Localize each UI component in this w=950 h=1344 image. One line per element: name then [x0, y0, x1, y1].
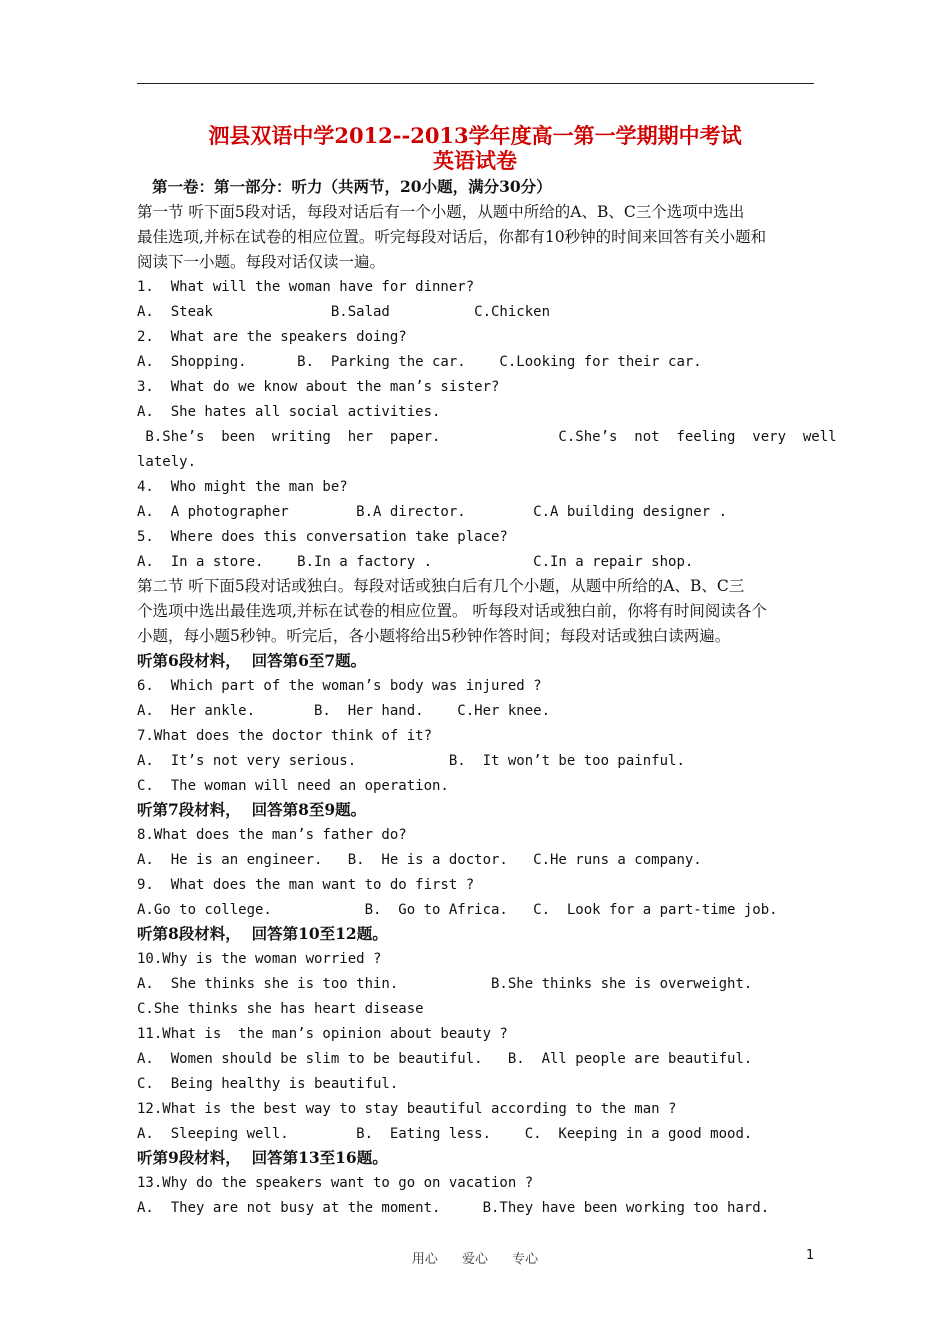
- part-heading: 第一卷：第一部分：听力（共两节，20小题，满分30分）: [152, 177, 552, 196]
- question-line: 9. What does the man want to do first ?: [137, 877, 475, 893]
- option-line: C.She thinks she has heart disease: [137, 1001, 424, 1017]
- question-line: 7.What does the doctor think of it?: [137, 728, 433, 744]
- section2-instruction-line2: 个选项中选出最佳选项,并标在试卷的相应位置。 听每段对话或独白前，你将有时间阅读各个: [137, 602, 767, 620]
- material-heading: 听第6段材料， 回答第6至7题。: [137, 651, 367, 670]
- section2-instruction-line3: 小题，每小题5秒钟。听完后，各小题将给出5秒钟作答时间；每段对话或独白读两遍。: [137, 627, 731, 645]
- section1-instruction-line2: 最佳选项,并标在试卷的相应位置。听完每段对话后，你都有10秒钟的时间来回答有关小题和: [137, 228, 767, 246]
- option-line: A. A photographer B.A director. C.A building designer .: [137, 504, 728, 520]
- material-heading: 听第8段材料， 回答第10至12题。: [137, 924, 388, 943]
- option-line: A.Go to college. B. Go to Africa. C. Look for a part-time job.: [137, 902, 778, 918]
- option-line: A. In a store. B.In a factory . C.In a repair shop.: [137, 554, 694, 570]
- question-line: 13.Why do the speakers want to go on vacation ?: [137, 1175, 534, 1191]
- question-line: 3. What do we know about the man’s sister?: [137, 379, 500, 395]
- option-line: A. Steak B.Salad C.Chicken: [137, 304, 551, 320]
- option-line: A. She thinks she is too thin. B.She thinks she is overweight.: [137, 976, 753, 992]
- material-heading: 听第7段材料， 回答第8至9题。: [137, 800, 367, 819]
- section1-instruction-line1: 第一节 听下面5段对话，每段对话后有一个小题，从题中所给的A、B、C三个选项中选出: [137, 203, 745, 221]
- option-line: A. Sleeping well. B. Eating less. C. Keeping in a good mood.: [137, 1126, 753, 1142]
- header-rule: [137, 83, 814, 84]
- page-number: 1: [806, 1248, 815, 1263]
- option-line: A. They are not busy at the moment. B.They have been working too hard.: [137, 1200, 770, 1216]
- material-heading: 听第9段材料， 回答第13至16题。: [137, 1148, 388, 1167]
- footer-word: 用心: [411, 1252, 438, 1267]
- option-line: C. Being healthy is beautiful.: [137, 1076, 399, 1092]
- option-line: A. It’s not very serious. B. It won’t be too painful.: [137, 753, 685, 769]
- question-line: 1. What will the woman have for dinner?: [137, 279, 475, 295]
- question-line: 12.What is the best way to stay beautiful according to the man ?: [137, 1101, 677, 1117]
- option-line: A. Women should be slim to be beautiful. B. All people are beautiful.: [137, 1051, 753, 1067]
- question-line: 4. Who might the man be?: [137, 479, 348, 495]
- question-line: 8.What does the man’s father do?: [137, 827, 407, 843]
- option-line: A. Shopping. B. Parking the car. C.Looking for their car.: [137, 354, 702, 370]
- question-line: 11.What is the man’s opinion about beauty ?: [137, 1026, 508, 1042]
- question-line: 10.Why is the woman worried ?: [137, 951, 382, 967]
- option-line: C. The woman will need an operation.: [137, 778, 449, 794]
- section2-instruction-line1: 第二节 听下面5段对话或独白。每段对话或独白后有几个小题，从题中所给的A、B、C三: [137, 577, 745, 595]
- exam-title: 泗县双语中学2012--2013学年度高一第一学期期中考试: [208, 123, 742, 148]
- footer-word: 专心: [512, 1252, 539, 1267]
- question-line: 6. Which part of the woman’s body was injured ?: [137, 678, 542, 694]
- option-line: A. She hates all social activities.: [137, 404, 441, 420]
- section1-instruction-line3: 阅读下一小题。每段对话仅读一遍。: [137, 253, 386, 271]
- option-line: A. Her ankle. B. Her hand. C.Her knee.: [137, 703, 551, 719]
- question-line: 5. Where does this conversation take place?: [137, 529, 508, 545]
- exam-subtitle: 英语试卷: [433, 148, 517, 173]
- option-line: B.She’s been writing her paper. C.She’s not feeling very well: [137, 429, 837, 445]
- option-line: lately.: [137, 454, 197, 470]
- footer-word: 爱心: [461, 1252, 488, 1267]
- question-line: 2. What are the speakers doing?: [137, 329, 407, 345]
- option-line: A. He is an engineer. B. He is a doctor. C.He runs a company.: [137, 852, 702, 868]
